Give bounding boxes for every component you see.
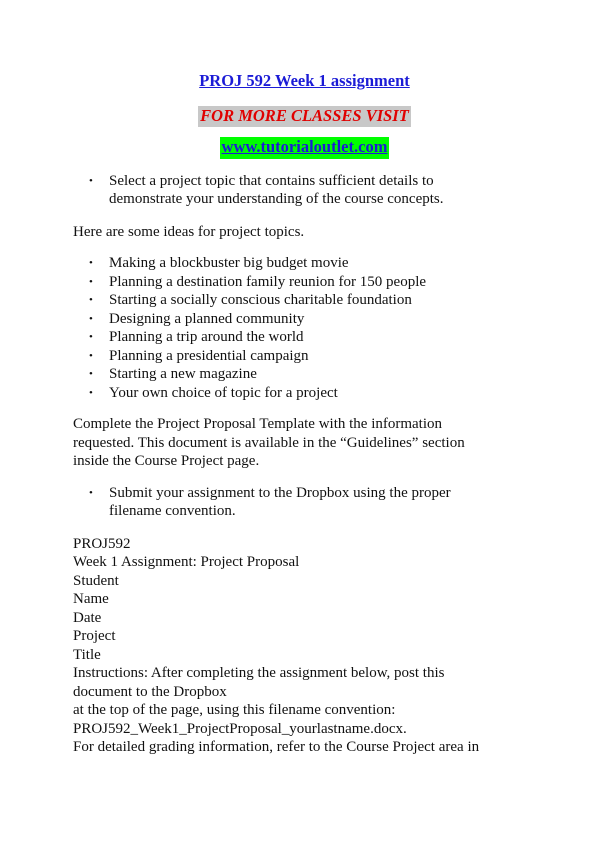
proposal-form-text	[73, 535, 536, 757]
bullet-icon: •	[89, 368, 93, 380]
submit-bullet-line-1: Submit your assignment to the Dropbox using the proper	[109, 484, 451, 501]
template-line-3: inside the Course Project page.	[73, 453, 260, 469]
bullet-icon: •	[89, 275, 93, 288]
list-item	[73, 384, 536, 403]
list-item	[73, 273, 536, 292]
bullet-icon: •	[89, 331, 93, 343]
visit-banner: FOR MORE CLASSES VISIT	[198, 106, 411, 128]
form-line: Title	[73, 646, 101, 663]
list-item	[73, 291, 536, 310]
topic-text: Planning a trip around the world	[109, 329, 304, 345]
template-line-2: requested. This document is available in the “Guidelines” section	[73, 434, 465, 451]
list-item	[73, 310, 536, 329]
form-line: document to the Dropbox	[73, 683, 227, 700]
topic-text: Designing a planned community	[109, 310, 305, 327]
website-link[interactable]: www.tutorialoutlet.com	[220, 137, 390, 159]
form-line: PROJ592_Week1_ProjectProposal_yourlastname.docx.	[73, 720, 407, 737]
title-row	[73, 72, 536, 92]
intro-bullet-line-1: Select a project topic that contains sufficient details to	[109, 172, 434, 189]
template-paragraph	[73, 415, 536, 471]
topic-text: Starting a socially conscious charitable foundation	[109, 292, 412, 308]
form-line: Student	[73, 572, 119, 589]
bullet-icon: •	[89, 349, 93, 362]
intro-bullet-list	[73, 172, 536, 209]
bullet-icon: •	[89, 312, 93, 325]
visit-row	[73, 92, 536, 128]
form-line: Date	[73, 609, 102, 626]
form-line: Instructions: After completing the assignment below, post this	[73, 665, 445, 681]
topics-list	[73, 254, 536, 402]
bullet-icon: •	[89, 386, 93, 399]
bullet-icon: •	[89, 294, 93, 306]
template-line-1: Complete the Project Proposal Template with the information	[73, 416, 443, 432]
form-line: For detailed grading information, refer to the Course Project area in	[73, 739, 480, 755]
ideas-heading: Here are some ideas for project topics.	[73, 223, 305, 240]
topic-text: Making a blockbuster big budget movie	[109, 255, 349, 271]
form-line: Week 1 Assignment: Project Proposal	[73, 554, 300, 570]
list-item	[73, 172, 536, 209]
website-row	[73, 127, 536, 159]
submit-bullet-line-2: filename convention.	[109, 503, 236, 519]
bullet-icon: •	[89, 486, 93, 499]
list-item	[73, 254, 536, 273]
assignment-title-link[interactable]: PROJ 592 Week 1 assignment	[199, 71, 410, 90]
list-item	[73, 484, 536, 521]
form-line: at the top of the page, using this filename convention:	[73, 702, 396, 718]
topic-text: Planning a destination family reunion for 150 people	[109, 273, 427, 290]
form-line: Name	[73, 591, 109, 607]
bullet-icon: •	[89, 257, 93, 269]
topic-text: Starting a new magazine	[109, 366, 257, 382]
form-line: PROJ592	[73, 535, 131, 552]
form-line: Project	[73, 628, 116, 644]
list-item	[73, 347, 536, 366]
list-item	[73, 365, 536, 384]
intro-bullet-line-2: demonstrate your understanding of the course concepts.	[109, 191, 444, 207]
list-item	[73, 328, 536, 347]
topic-text: Your own choice of topic for a project	[109, 384, 338, 401]
topic-text: Planning a presidential campaign	[109, 347, 309, 364]
submit-bullet-list	[73, 484, 536, 521]
bullet-icon: •	[89, 174, 93, 187]
